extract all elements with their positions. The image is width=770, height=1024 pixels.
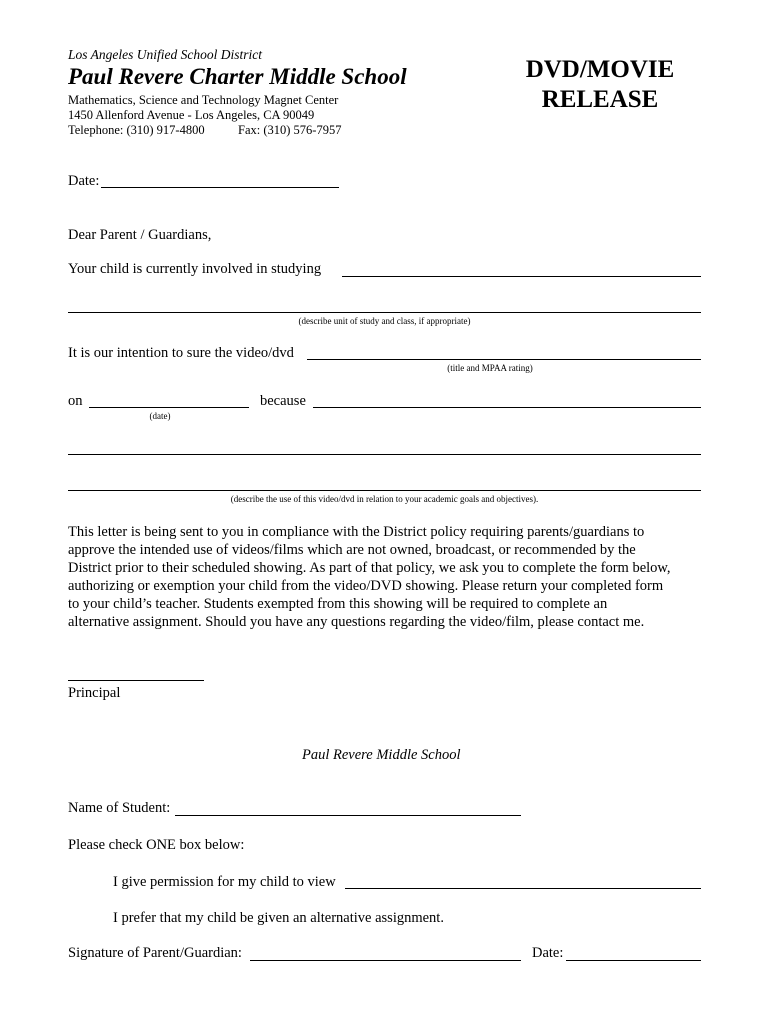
because-line[interactable] <box>313 407 701 408</box>
policy-line: to your child’s teacher. Students exempted from this showing will be required to complete an <box>68 596 608 612</box>
on-date-line[interactable] <box>89 407 249 408</box>
student-name-label: Name of Student: <box>68 800 171 816</box>
alternative-option[interactable]: I prefer that my child be given an alternative assignment. <box>113 910 444 926</box>
use-hint: (describe the use of this video/dvd in relation to your academic goals and objectives). <box>230 494 539 504</box>
title-hint: (title and MPAA rating) <box>447 363 533 373</box>
principal-signature-line <box>68 680 204 681</box>
policy-line: alternative assignment. Should you have any questions regarding the video/film, please contact me. <box>68 614 645 630</box>
permission-option[interactable]: I give permission for my child to view <box>113 874 336 890</box>
signature-date-label: Date: <box>532 945 564 961</box>
school-address: 1450 Allenford Avenue - Los Angeles, CA 90049 <box>68 108 315 122</box>
studying-label: Your child is currently involved in studying <box>68 261 322 277</box>
district-name: Los Angeles Unified School District <box>68 47 262 62</box>
signature-label: Signature of Parent/Guardian: <box>68 945 242 961</box>
school-telephone: Telephone: (310) 917-4800 <box>68 123 205 137</box>
policy-line: authorizing or exemption your child from the video/DVD showing. Please return your completed form <box>68 578 664 594</box>
date-hint: (date) <box>149 411 171 421</box>
check-instruction: Please check ONE box below: <box>68 837 245 853</box>
studying-line[interactable] <box>342 276 701 277</box>
intention-label: It is our intention to sure the video/dvd <box>68 345 294 361</box>
title-line[interactable] <box>307 359 701 360</box>
policy-line: approve the intended use of videos/films which are not owned, broadcast, or recommended by the <box>68 542 636 558</box>
form-school-name: Paul Revere Middle School <box>302 747 461 763</box>
because-line-2[interactable] <box>68 454 701 455</box>
salutation: Dear Parent / Guardians, <box>68 227 212 243</box>
studying-line-2[interactable] <box>68 312 701 313</box>
on-label: on <box>68 393 83 409</box>
principal-label: Principal <box>68 685 121 701</box>
release-title: DVD/MOVIE RELEASE <box>525 56 675 113</box>
permission-video-line[interactable] <box>345 888 701 889</box>
date-label: Date: <box>68 173 100 189</box>
student-name-field[interactable] <box>175 815 521 816</box>
school-name: Paul Revere Charter Middle School <box>68 64 407 89</box>
because-label: because <box>260 393 306 409</box>
policy-line: District prior to their scheduled showing. As part of that policy, we ask you to complete the form below, <box>68 560 671 576</box>
signature-date-field[interactable] <box>566 960 701 961</box>
policy-line: This letter is being sent to you in compliance with the District policy requiring parents/guardians to <box>68 524 645 540</box>
policy-paragraph <box>68 523 708 631</box>
school-fax: Fax: (310) 576-7957 <box>238 123 342 137</box>
signature-field[interactable] <box>250 960 521 961</box>
date-line[interactable] <box>101 187 339 188</box>
magnet-center: Mathematics, Science and Technology Magnet Center <box>68 93 339 107</box>
because-line-3[interactable] <box>68 490 701 491</box>
studying-hint: (describe unit of study and class, if appropriate) <box>298 316 471 326</box>
